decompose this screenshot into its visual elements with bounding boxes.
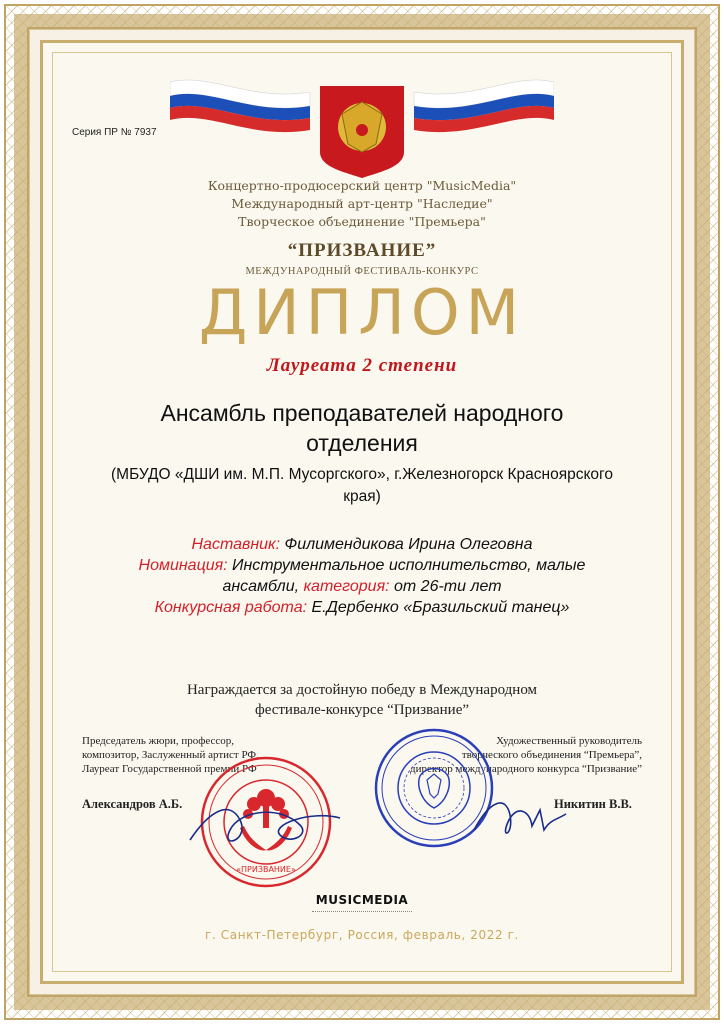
nomination-value-continued: ансамбли, xyxy=(222,578,304,595)
work-value: Е.Дербенко «Бразильский танец» xyxy=(307,599,570,616)
signatory-left-line-2: композитор, Заслуженный артист РФ, xyxy=(82,749,259,761)
recipient-institution xyxy=(34,464,690,508)
award-line-1: Награждается за достойную победу в Международном xyxy=(186,682,538,698)
organizer-3: Творческое объединение "Премьера" xyxy=(238,214,486,229)
signatory-left-line-3: Лауреат Государственной премии РФ xyxy=(82,763,257,775)
signature-left-icon xyxy=(180,790,350,860)
recipient-line-1: Ансамбль преподавателей народного xyxy=(160,400,564,426)
signatory-right-line-3: директор международного конкурса “Призвание” xyxy=(410,763,642,775)
logo-underline xyxy=(312,911,412,915)
institution-line-1: (МБУДО «ДШИ им. М.П. Мусоргского», г.Железногорск Красноярского xyxy=(111,466,613,483)
footer-location-date: г. Санкт-Петербург, Россия, февраль, 2022 г. xyxy=(205,928,519,942)
award-statement xyxy=(100,680,624,720)
competition-details xyxy=(90,534,634,618)
festival-type: МЕЖДУНАРОДНЫЙ ФЕСТИВАЛЬ-КОНКУРС xyxy=(245,266,479,277)
signatory-left-name: Александров А.Б. xyxy=(82,797,183,811)
laureate-degree: Лауреата 2 степени xyxy=(266,355,458,376)
mentor-row xyxy=(90,534,634,555)
festival-name: “ПРИЗВАНИЕ” xyxy=(287,240,437,261)
work-row xyxy=(90,597,634,618)
work-label: Конкурсная работа: xyxy=(154,599,308,616)
diploma-title: ДИПЛОМ xyxy=(198,276,526,349)
signatory-left-line-1: Председатель жюри, профессор, xyxy=(82,735,235,747)
category-row xyxy=(90,576,634,597)
signatory-right-name: Никитин В.В. xyxy=(554,797,632,811)
mentor-label: Наставник: xyxy=(191,536,281,553)
nomination-row xyxy=(90,555,634,576)
category-label: категория: xyxy=(303,578,390,595)
signatory-right-line-1: Художественный руководитель xyxy=(496,735,642,747)
nomination-label: Номинация: xyxy=(138,557,228,574)
recipient-line-2: отделения xyxy=(306,430,418,456)
institution-line-2: края) xyxy=(343,488,381,505)
mentor-value: Филимендикова Ирина Олеговна xyxy=(280,536,533,553)
flag-ribbon-with-coat-of-arms-icon xyxy=(170,72,554,182)
signatory-right-line-2: творческого объединения “Премьера”, xyxy=(461,749,642,761)
nomination-value: Инструментальное исполнительство, малые xyxy=(227,557,586,574)
award-line-2: фестивале-конкурсе “Призвание” xyxy=(254,702,470,718)
musicmedia-logo: MUSICMEDIA xyxy=(315,893,409,907)
recipient-name xyxy=(60,398,664,458)
organizer-2: Международный арт-центр "Наследие" xyxy=(231,196,493,211)
stamp-red-label: «ПРИЗВАНИЕ» xyxy=(236,865,296,874)
organizer-1: Концертно-продюсерский центр "MusicMedia" xyxy=(207,178,517,193)
serial-number: Серия ПР № 7937 xyxy=(72,127,157,138)
category-value: от 26-ти лет xyxy=(389,578,502,595)
